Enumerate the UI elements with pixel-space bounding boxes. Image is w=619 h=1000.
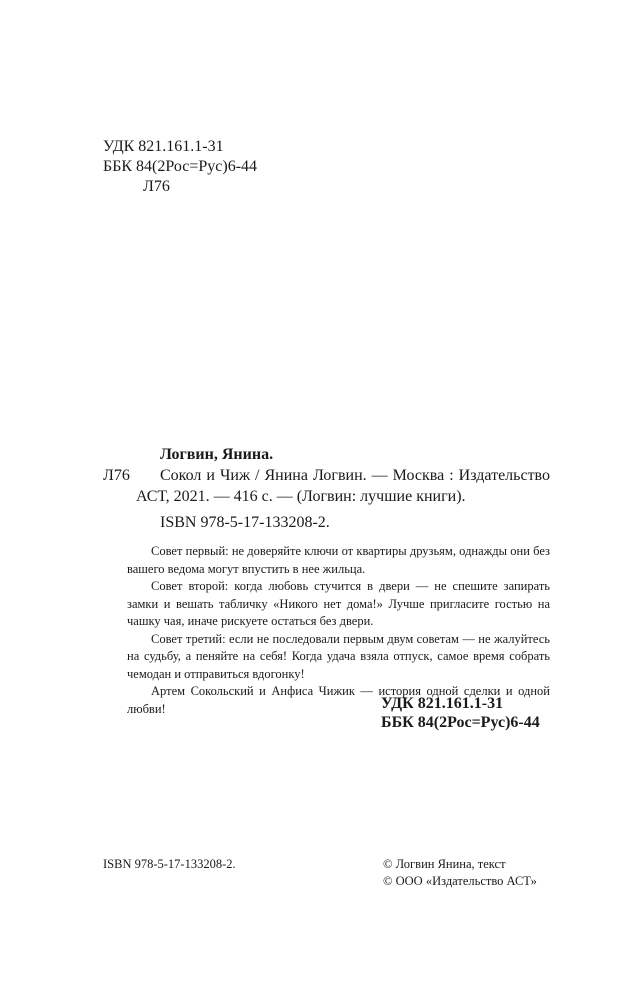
entry-title-line: Сокол и Чиж / Янина Логвин. — Москва : Издательство (160, 467, 550, 484)
catalog-entry (103, 444, 550, 533)
entry-title-row (103, 465, 550, 486)
udk-code: УДК 821.161.1-31 (103, 138, 224, 155)
entry-isbn: ISBN 978-5-17-133208-2. (160, 514, 330, 531)
annotation-paragraph: Артем Сокольский и Анфиса Чижик — история одной сделки и одной любви! (127, 684, 550, 716)
footer-copyright (383, 856, 537, 890)
bbk-code: ББК 84(2Рос=Рус)6-44 (103, 158, 258, 175)
entry-continuation: АСТ, 2021. — 416 с. — (Логвин: лучшие книги). (136, 488, 466, 505)
author-mark: Л76 (143, 178, 170, 195)
bottom-classification-codes (381, 694, 540, 732)
top-classification-codes (103, 137, 257, 197)
annotation (127, 543, 550, 718)
bbk-code-bold: ББК 84(2Рос=Рус)6-44 (381, 714, 540, 731)
annotation-paragraph: Совет второй: когда любовь стучится в двери — не спешите запирать замки и вешать табличку «Никого нет дома!» Лучше пригласите гостью на чашку чая, иначе рискуете остаться без двери. (127, 579, 550, 628)
udk-code-bold: УДК 821.161.1-31 (381, 695, 504, 712)
entry-author: Логвин, Янина. (160, 446, 274, 463)
footer-isbn: ISBN 978-5-17-133208-2. (103, 857, 236, 871)
annotation-paragraph: Совет третий: если не последовали первым двум советам — не жалуйтесь на судьбу, а пеняйте на себя! Когда удача взяла отпуск, самое время собрать чемодан и отправиться вдогонку! (127, 631, 550, 681)
annotation-paragraph: Совет первый: не доверяйте ключи от квартиры друзьям, однажды они без вашего ведома могут впустить в нее жильца. (127, 544, 550, 576)
entry-author-mark: Л76 (103, 467, 130, 484)
copyright-author: © Логвин Янина, текст (383, 857, 506, 871)
copyright-publisher: © ООО «Издательство АСТ» (383, 874, 537, 888)
